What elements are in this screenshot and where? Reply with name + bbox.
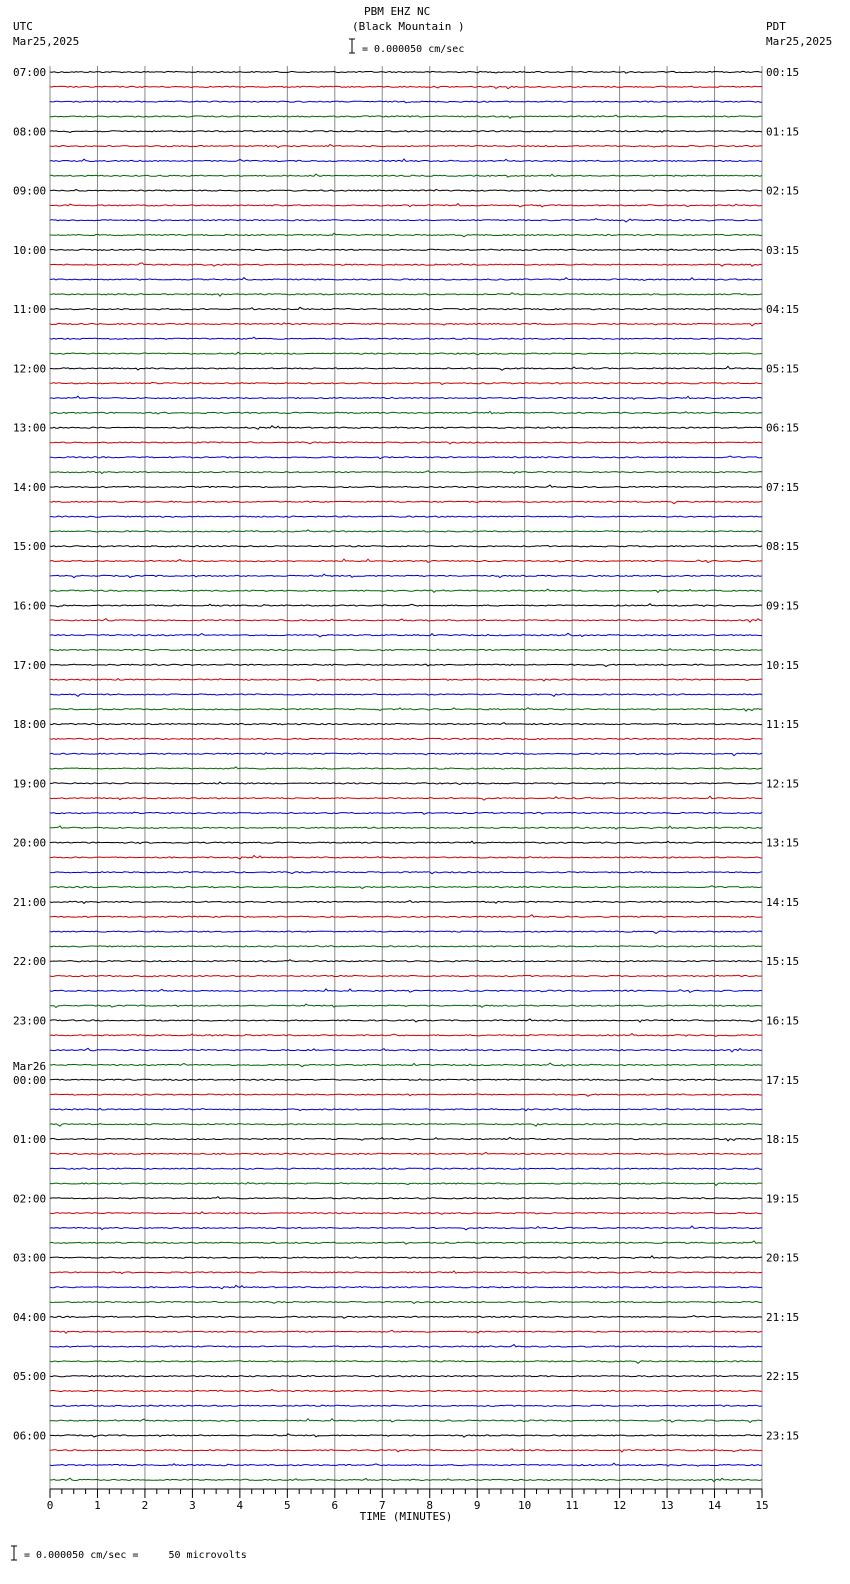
- pdt-hour-label: 15:15: [766, 955, 800, 969]
- pdt-hour-label: 09:15: [766, 599, 800, 613]
- utc-hour-label: 09:00: [13, 184, 47, 198]
- pdt-hour-label: 16:15: [766, 1014, 800, 1028]
- trace-line: [50, 86, 762, 89]
- trace-line: [50, 633, 762, 637]
- trace-line: [50, 204, 762, 207]
- left-date: Mar25,2025: [13, 35, 80, 48]
- x-tick-label: 8: [426, 1499, 434, 1512]
- trace-line: [50, 1330, 762, 1333]
- pdt-hour-label: 19:15: [766, 1192, 800, 1206]
- pdt-hour-label: 02:15: [766, 184, 800, 198]
- trace-line: [50, 337, 762, 339]
- trace-line: [50, 841, 762, 844]
- scale-bar-label: = 0.000050 cm/sec: [362, 44, 465, 55]
- trace-line: [50, 545, 762, 547]
- trace-line: [50, 1434, 762, 1437]
- utc-hour-label: 04:00: [13, 1310, 47, 1324]
- station-title: PBM EHZ NC: [364, 5, 431, 18]
- trace-line: [50, 574, 762, 578]
- trace-line: [50, 366, 762, 370]
- trace-line: [50, 263, 762, 266]
- trace-line: [50, 989, 762, 993]
- trace-line: [50, 101, 762, 103]
- trace-line: [50, 233, 762, 237]
- trace-line: [50, 1376, 762, 1377]
- x-tick-label: 12: [612, 1499, 627, 1512]
- x-tick-label: 6: [331, 1499, 339, 1512]
- trace-line: [50, 1152, 762, 1154]
- utc-hour-label: 13:00: [13, 421, 47, 435]
- utc-hour-label: 05:00: [13, 1370, 47, 1384]
- trace-line: [50, 159, 762, 162]
- utc-hour-label: 21:00: [13, 895, 47, 909]
- utc-hour-label: 15:00: [13, 540, 47, 554]
- trace-line: [50, 411, 762, 414]
- trace-line: [50, 1079, 762, 1081]
- trace-line: [50, 442, 762, 444]
- trace-line: [50, 1182, 762, 1185]
- trace-line: [50, 738, 762, 739]
- trace-line: [50, 796, 762, 800]
- utc-hour-label: 23:00: [13, 1014, 47, 1028]
- trace-line: [50, 131, 762, 133]
- trace-line: [50, 1419, 762, 1423]
- pdt-hour-label: 03:15: [766, 243, 800, 257]
- trace-line: [50, 767, 762, 769]
- utc-hour-label: 17:00: [13, 658, 47, 672]
- trace-line: [50, 1226, 762, 1230]
- trace-line: [50, 960, 762, 962]
- pdt-hour-label: 11:15: [766, 718, 800, 732]
- trace-line: [50, 1389, 762, 1391]
- trace-line: [50, 604, 762, 607]
- trace-line: [50, 1449, 762, 1452]
- trace-line: [50, 145, 762, 148]
- trace-line: [50, 1361, 762, 1364]
- utc-hour-label: 10:00: [13, 243, 47, 257]
- x-tick-label: 14: [707, 1499, 722, 1512]
- pdt-hour-label: 00:15: [766, 66, 800, 79]
- trace-line: [50, 516, 762, 517]
- trace-line: [50, 71, 762, 73]
- trace-line: [50, 975, 762, 977]
- trace-line: [50, 694, 762, 697]
- station-location: (Black Mountain ): [352, 20, 465, 33]
- trace-line: [50, 856, 762, 860]
- trace-line: [50, 1048, 762, 1052]
- x-tick-label: 0: [46, 1499, 54, 1512]
- pdt-hour-label: 17:15: [766, 1073, 800, 1087]
- pdt-hour-label: 18:15: [766, 1133, 800, 1147]
- trace-line: [50, 1019, 762, 1022]
- utc-hour-label: 20:00: [13, 836, 47, 850]
- trace-line: [50, 946, 762, 947]
- utc-hour-label: 16:00: [13, 599, 47, 613]
- x-axis-label: TIME (MINUTES): [359, 1510, 453, 1523]
- trace-line: [50, 1034, 762, 1037]
- trace-line: [50, 323, 762, 326]
- x-tick-label: 3: [189, 1499, 196, 1512]
- trace-line: [50, 1137, 762, 1141]
- trace-line: [50, 1094, 762, 1096]
- trace-line: [50, 901, 762, 904]
- right-timezone: PDT: [766, 20, 786, 33]
- left-timezone: UTC: [13, 20, 33, 33]
- trace-line: [50, 872, 762, 874]
- trace-line: [50, 1256, 762, 1259]
- utc-hour-label: 22:00: [13, 955, 47, 969]
- trace-line: [50, 1241, 762, 1244]
- utc-hour-label: 11:00: [13, 303, 47, 317]
- pdt-hour-label: 08:15: [766, 540, 800, 554]
- trace-line: [50, 352, 762, 355]
- trace-line: [50, 1063, 762, 1067]
- trace-line: [50, 471, 762, 474]
- x-tick-label: 13: [660, 1499, 674, 1512]
- utc-hour-label: 01:00: [13, 1133, 47, 1147]
- trace-line: [50, 782, 762, 785]
- trace-line: [50, 619, 762, 623]
- trace-line: [50, 1302, 762, 1304]
- pdt-hour-label: 22:15: [766, 1370, 800, 1384]
- trace-line: [50, 249, 762, 250]
- x-tick-label: 1: [94, 1499, 101, 1512]
- pdt-hour-label: 04:15: [766, 303, 800, 317]
- trace-line: [50, 189, 762, 191]
- trace-line: [50, 589, 762, 592]
- date-change-label: Mar26: [13, 1059, 47, 1073]
- trace-line: [50, 1463, 762, 1466]
- trace-line: [50, 649, 762, 651]
- trace-line: [50, 826, 762, 829]
- trace-line: [50, 559, 762, 563]
- trace-line: [50, 307, 762, 309]
- x-tick-label: 5: [284, 1499, 291, 1512]
- trace-line: [50, 931, 762, 934]
- x-tick-label: 11: [565, 1499, 579, 1512]
- pdt-hour-label: 12:15: [766, 777, 800, 791]
- utc-hour-label: 18:00: [13, 718, 47, 732]
- pdt-hour-label: 13:15: [766, 836, 800, 850]
- trace-line: [50, 1478, 762, 1482]
- trace-line: [50, 1316, 762, 1319]
- utc-hour-label: 03:00: [13, 1251, 47, 1265]
- trace-line: [50, 174, 762, 177]
- trace-line: [50, 708, 762, 711]
- trace-line: [50, 1212, 762, 1215]
- trace-line: [50, 915, 762, 918]
- trace-line: [50, 530, 762, 532]
- trace-line: [50, 886, 762, 889]
- right-date: Mar25,2025: [766, 35, 833, 48]
- trace-line: [50, 1168, 762, 1169]
- footer-scale-label: = 0.000050 cm/sec = 50 microvolts: [24, 1550, 247, 1561]
- x-tick-label: 2: [141, 1499, 149, 1512]
- utc-hour-label: 02:00: [13, 1192, 47, 1206]
- trace-line: [50, 1197, 762, 1200]
- trace-line: [50, 1124, 762, 1127]
- trace-line: [50, 723, 762, 725]
- trace-line: [50, 1285, 762, 1289]
- x-tick-label: 15: [755, 1499, 769, 1512]
- utc-hour-label: 12:00: [13, 362, 47, 376]
- trace-line: [50, 1004, 762, 1008]
- trace-line: [50, 219, 762, 222]
- utc-hour-label: 07:00: [13, 66, 47, 79]
- x-tick-label: 4: [236, 1499, 244, 1512]
- trace-line: [50, 501, 762, 504]
- utc-hour-label: 14:00: [13, 480, 47, 494]
- pdt-hour-label: 06:15: [766, 421, 800, 435]
- trace-line: [50, 115, 762, 118]
- x-tick-label: 10: [518, 1499, 532, 1512]
- trace-line: [50, 812, 762, 814]
- trace-line: [50, 485, 762, 488]
- x-tick-label: 9: [473, 1499, 481, 1512]
- trace-line: [50, 679, 762, 681]
- utc-hour-label: 06:00: [13, 1429, 47, 1443]
- utc-hour-label: 00:00: [13, 1073, 47, 1087]
- utc-hour-label: 19:00: [13, 777, 47, 791]
- trace-line: [50, 426, 762, 430]
- trace-line: [50, 664, 762, 666]
- trace-line: [50, 382, 762, 384]
- trace-line: [50, 753, 762, 756]
- trace-line: [50, 456, 762, 459]
- pdt-hour-label: 23:15: [766, 1429, 800, 1443]
- pdt-hour-label: 05:15: [766, 362, 800, 376]
- trace-line: [50, 278, 762, 281]
- pdt-hour-label: 21:15: [766, 1310, 800, 1324]
- pdt-hour-label: 01:15: [766, 125, 800, 139]
- trace-line: [50, 1271, 762, 1274]
- x-tick-label: 7: [378, 1499, 386, 1512]
- pdt-hour-label: 20:15: [766, 1251, 800, 1265]
- trace-line: [50, 396, 762, 399]
- trace-line: [50, 1345, 762, 1348]
- pdt-hour-label: 10:15: [766, 658, 800, 672]
- trace-line: [50, 1108, 762, 1110]
- trace-line: [50, 293, 762, 297]
- pdt-hour-label: 07:15: [766, 480, 800, 494]
- trace-line: [50, 1405, 762, 1407]
- pdt-hour-label: 14:15: [766, 895, 800, 909]
- utc-hour-label: 08:00: [13, 125, 47, 139]
